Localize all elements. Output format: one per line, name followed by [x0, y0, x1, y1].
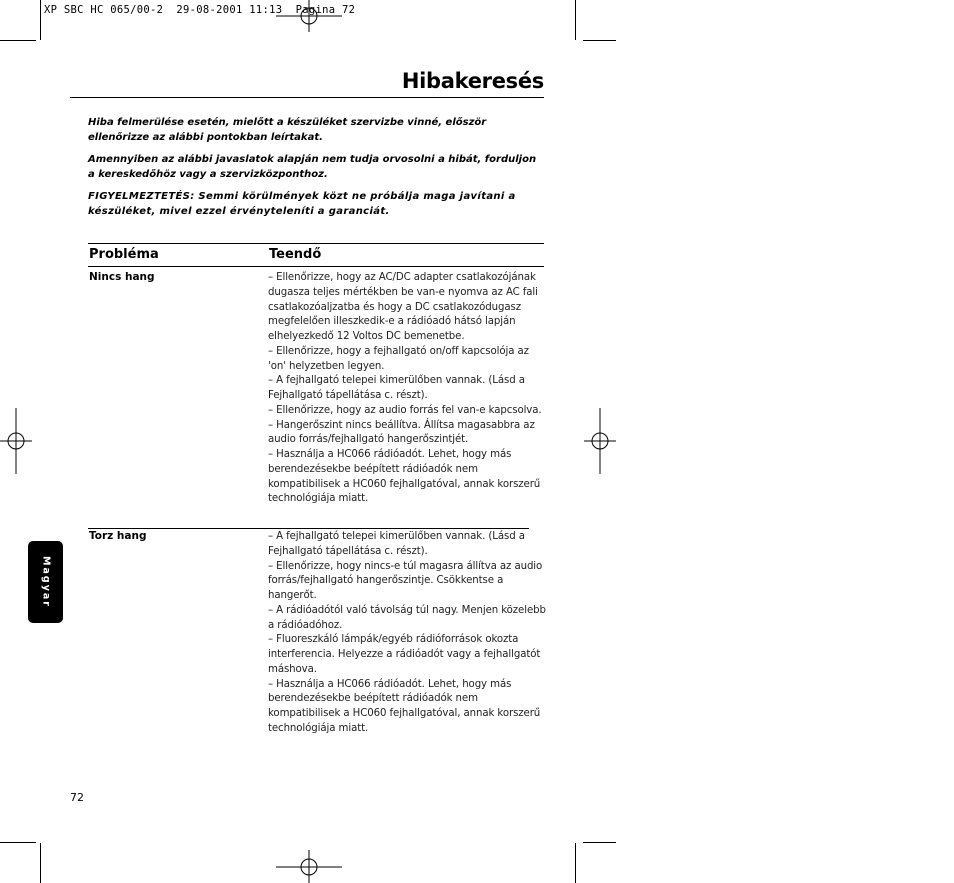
intro-paragraph: Hiba felmerülése esetén, mielőtt a készüléket szervizbe vinné, először ellenőrizze az alábbi pontokban leírtakat. [88, 117, 487, 143]
action-item: – Hangerőszint nincs beállítva. Állítsa magasabbra az audio forrás/fejhallgató hangerőszintjét. [268, 419, 535, 446]
title-rule [70, 97, 544, 98]
action-item: – Ellenőrizze, hogy nincs-e túl magasra állítva az audio forrás/fejhallgató hangerőszintje. Csökkentse a hangerőt. [268, 560, 543, 601]
action-item: – Használja a HC066 rádióadót. Lehet, hogy más berendezésekbe beépített rádióadók nem kompatibilisek a HC060 fejhallgatóval, annak korszerű technológiája miatt. [268, 449, 541, 505]
crop-mark [575, 843, 576, 883]
crop-mark [583, 40, 616, 41]
crop-mark [0, 842, 36, 843]
crop-mark [575, 0, 576, 40]
crop-mark [583, 842, 616, 843]
action-item: – A rádióadótól való távolság túl nagy. Menjen közelebb a rádióadóhoz. [268, 604, 546, 631]
registration-mark-top [276, 0, 342, 32]
registration-mark-right [584, 408, 616, 474]
intro-paragraph: Amennyiben az alábbi javaslatok alapján nem tudja orvosolni a hibát, forduljon a kereskedőhöz vagy a szervizközponthoz. [88, 154, 537, 180]
crop-mark [40, 843, 41, 883]
action-item: – Ellenőrizze, hogy az AC/DC adapter csatlakozójának dugasza teljes mértékben be van-e nyomva az AC fali csatlakozóaljzatba és hogy a DC csatlakozódugasz megfelelően illeszkedik-e a rádióadó hátsó lapján elhelyezkedő 12 Voltos DC bemenetbe. [268, 272, 538, 342]
registration-mark-bottom [276, 850, 342, 883]
action-item: – Ellenőrizze, hogy a fejhallgató on/off kapcsolója az 'on' helyzetben legyen. [268, 345, 529, 372]
problem-label: Torz hang [89, 530, 147, 542]
language-tab [28, 541, 63, 623]
page-title: Hibakeresés [401, 69, 544, 93]
table-top-rule [88, 243, 544, 244]
action-item: – Ellenőrizze, hogy az audio forrás fel van-e kapcsolva. [268, 404, 542, 416]
language-tab-label: Magyar [40, 556, 51, 608]
action-item: – A fejhallgató telepei kimerülőben vannak. (Lásd a Fejhallgató tápellátása c. részt). [268, 375, 525, 401]
row-rule [88, 528, 529, 529]
action-item: – Használja a HC066 rádióadót. Lehet, hogy más berendezésekbe beépített rádióadók nem kompatibilisek a HC060 fejhallgatóval, annak korszerű technológiája miatt. [268, 678, 541, 734]
header-rule [88, 266, 544, 267]
crop-mark [0, 40, 36, 41]
action-item: – Fluoreszkáló lámpák/egyéb rádióforrások okozta interferencia. Helyezze a rádióadót vagy a fejhallgatót máshova. [268, 634, 541, 675]
action-list [268, 530, 546, 737]
action-list [268, 271, 546, 507]
column-header-action: Teendő [269, 247, 322, 262]
print-slug: XP SBC HC 065/00-2 29-08-2001 11:13 Pagina 72 [44, 4, 356, 16]
warning-paragraph: FIGYELMEZTETÉS: Semmi körülmények közt ne próbálja maga javítani a készüléket, mivel ezzel érvényteleníti a garanciát. [88, 191, 516, 217]
column-header-problem: Probléma [89, 247, 159, 262]
action-item: – A fejhallgató telepei kimerülőben vannak. (Lásd a Fejhallgató tápellátása c. részt). [268, 531, 525, 557]
registration-mark-left [0, 408, 32, 474]
page-number: 72 [70, 791, 84, 804]
problem-label: Nincs hang [89, 271, 155, 283]
crop-mark [40, 0, 41, 40]
